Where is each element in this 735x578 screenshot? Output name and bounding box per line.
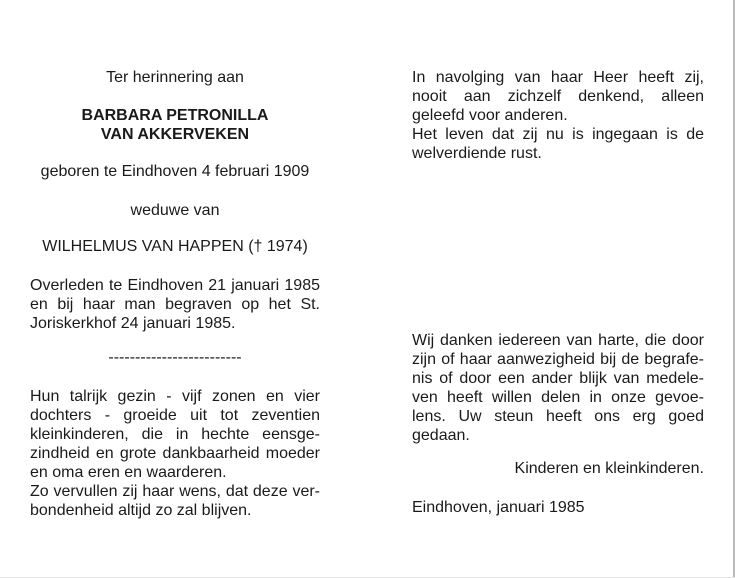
spouse-text: WILHELMUS VAN HAPPEN († 1974): [42, 238, 308, 255]
thanks-line: Wij danken iedereen van harte, die door: [412, 332, 704, 349]
family-paragraph: [30, 387, 320, 520]
death-line: Overleden te Eindhoven 21 januari 1985: [30, 277, 320, 294]
family-line: kleinkinderen, die in hechte eensge-: [30, 426, 320, 443]
name-line-1: BARBARA PETRONILLA: [81, 107, 269, 124]
name-line-2: VAN AKKERVEKEN: [100, 126, 250, 143]
intro-text: Ter herinnering aan: [106, 69, 244, 86]
death-line: en bij haar man begraven op het St.: [30, 296, 320, 313]
birth-text: geboren te Eindhoven 4 februari 1909: [40, 163, 310, 180]
thanks-line: nis of door een ander blijk van medele-: [412, 370, 704, 387]
deceased-name: [30, 106, 320, 144]
faith-line: Het leven dat zij nu is ingegaan is de: [412, 126, 704, 143]
family-line: dochters - groeide uit tot zeventien: [30, 407, 320, 424]
signature-text: Kinderen en kleinkinderen.: [514, 460, 704, 477]
death-line: Joriskerkhof 24 januari 1985.: [30, 315, 236, 332]
family-line: zindheid en grote dankbaarheid moeder: [30, 445, 320, 462]
family-line: Hun talrijk gezin - vijf zonen en vier: [30, 388, 320, 405]
family-line: bondenheid altijd zo zal blijven.: [30, 502, 252, 519]
widow-text: weduwe van: [130, 202, 220, 219]
family-line: Zo vervullen zij haar wens, dat deze ver-: [30, 483, 320, 500]
thanks-line: ven heeft willen delen in onze gevoe-: [412, 389, 704, 406]
thanks-paragraph: [412, 331, 704, 445]
faith-line: nooit aan zichzelf denkend, alleen: [412, 88, 704, 105]
place-date-text: Eindhoven, januari 1985: [412, 499, 585, 516]
thanks-line: gedaan.: [412, 427, 470, 444]
death-paragraph: [30, 276, 320, 333]
faith-line: welverdiende rust.: [412, 145, 542, 162]
faith-line: geleefd voor anderen.: [412, 107, 568, 124]
family-line: en oma eren en waarderen.: [30, 464, 227, 481]
thanks-line: zijn of haar aanwezigheid bij de begrafe-: [412, 351, 704, 368]
faith-paragraph: [412, 68, 704, 163]
thanks-line: lens. Uw steun heeft ons erg goed: [412, 408, 704, 425]
faith-line: In navolging van haar Heer heeft zij,: [412, 69, 704, 86]
divider-dashes: -------------------------: [108, 349, 242, 366]
